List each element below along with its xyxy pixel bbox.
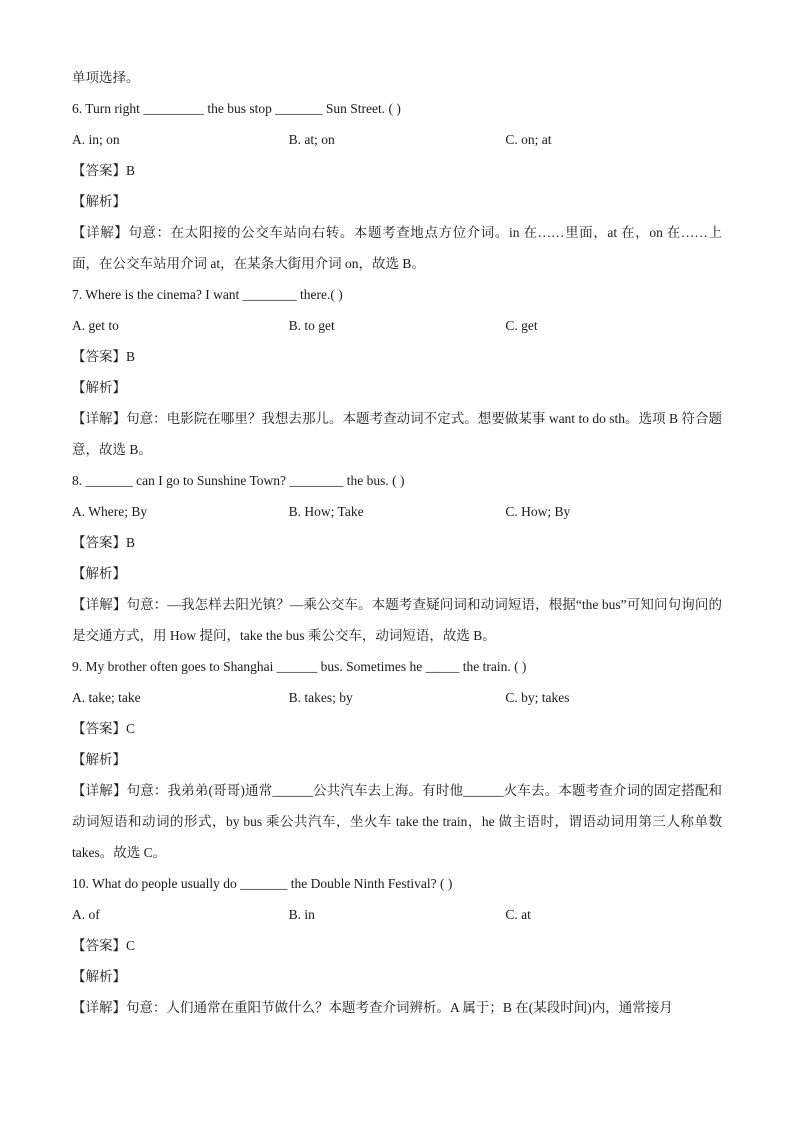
question-list bbox=[72, 93, 722, 1023]
detail-explanation: 【详解】句意：人们通常在重阳节做什么？本题考查介词辨析。A 属于；B 在(某段时间)内，通常接月 bbox=[72, 1000, 673, 1015]
analysis-label: 【解析】 bbox=[72, 752, 126, 767]
answer-options bbox=[72, 496, 722, 527]
answer-options bbox=[72, 310, 722, 341]
option-b: B. in bbox=[288, 907, 315, 922]
option-c: C. get bbox=[505, 318, 538, 333]
question-block bbox=[72, 93, 722, 279]
detail-explanation: 【详解】句意：我弟弟(哥哥)通常______公共汽车去上海。有时他______火车去。本题考查介词的固定搭配和动词短语和动词的形式，by bus 乘公共汽车，坐火车 take the train，he 做主语时，谓语动词用第三人称单数 takes。故选 C。 bbox=[72, 783, 722, 860]
detail-explanation: 【详解】句意：—我怎样去阳光镇？—乘公交车。本题考查疑问词和动词短语，根据“the bus”可知问句询问的是交通方式，用 How 提问，take the bus 乘公交车，动词短语，故选 B。 bbox=[72, 597, 722, 643]
question-block bbox=[72, 465, 722, 651]
analysis-label: 【解析】 bbox=[72, 969, 126, 984]
option-c: C. How; By bbox=[505, 504, 571, 519]
question-block bbox=[72, 279, 722, 465]
option-c: C. at bbox=[505, 907, 531, 922]
option-a: A. of bbox=[72, 907, 100, 922]
option-a: A. get to bbox=[72, 318, 119, 333]
option-b: B. takes; by bbox=[288, 690, 353, 705]
question-stem: 6. Turn right _________ the bus stop _______ Sun Street. ( ) bbox=[72, 101, 401, 116]
answer-options bbox=[72, 899, 722, 930]
detail-explanation: 【详解】句意：电影院在哪里？我想去那儿。本题考查动词不定式。想要做某事 want to do sth。选项 B 符合题意，故选 B。 bbox=[72, 411, 722, 457]
answer-label: 【答案】C bbox=[72, 938, 136, 953]
question-stem: 10. What do people usually do _______ the Double Ninth Festival? ( ) bbox=[72, 876, 453, 891]
option-a: A. in; on bbox=[72, 132, 120, 147]
section-title: 单项选择。 bbox=[72, 70, 140, 85]
option-b: B. How; Take bbox=[288, 504, 364, 519]
answer-label: 【答案】B bbox=[72, 349, 136, 364]
option-b: B. at; on bbox=[288, 132, 335, 147]
question-stem: 7. Where is the cinema? I want ________ there.( ) bbox=[72, 287, 343, 302]
option-c: C. by; takes bbox=[505, 690, 570, 705]
analysis-label: 【解析】 bbox=[72, 566, 126, 581]
option-b: B. to get bbox=[288, 318, 335, 333]
answer-options bbox=[72, 682, 722, 713]
answer-label: 【答案】C bbox=[72, 721, 136, 736]
question-block bbox=[72, 868, 722, 1023]
analysis-label: 【解析】 bbox=[72, 194, 126, 209]
question-block bbox=[72, 651, 722, 868]
detail-explanation: 【详解】句意：在太阳接的公交车站向右转。本题考查地点方位介词。in 在……里面，at 在，on 在……上面，在公交车站用介词 at，在某条大街用介词 on，故选 B。 bbox=[72, 225, 722, 271]
question-stem: 8. _______ can I go to Sunshine Town? ________ the bus. ( ) bbox=[72, 473, 405, 488]
answer-label: 【答案】B bbox=[72, 163, 136, 178]
option-a: A. take; take bbox=[72, 690, 141, 705]
question-stem: 9. My brother often goes to Shanghai ______ bus. Sometimes he _____ the train. ( ) bbox=[72, 659, 527, 674]
answer-options bbox=[72, 124, 722, 155]
option-a: A. Where; By bbox=[72, 504, 148, 519]
document-page bbox=[72, 62, 722, 1023]
option-c: C. on; at bbox=[505, 132, 552, 147]
answer-label: 【答案】B bbox=[72, 535, 136, 550]
analysis-label: 【解析】 bbox=[72, 380, 126, 395]
